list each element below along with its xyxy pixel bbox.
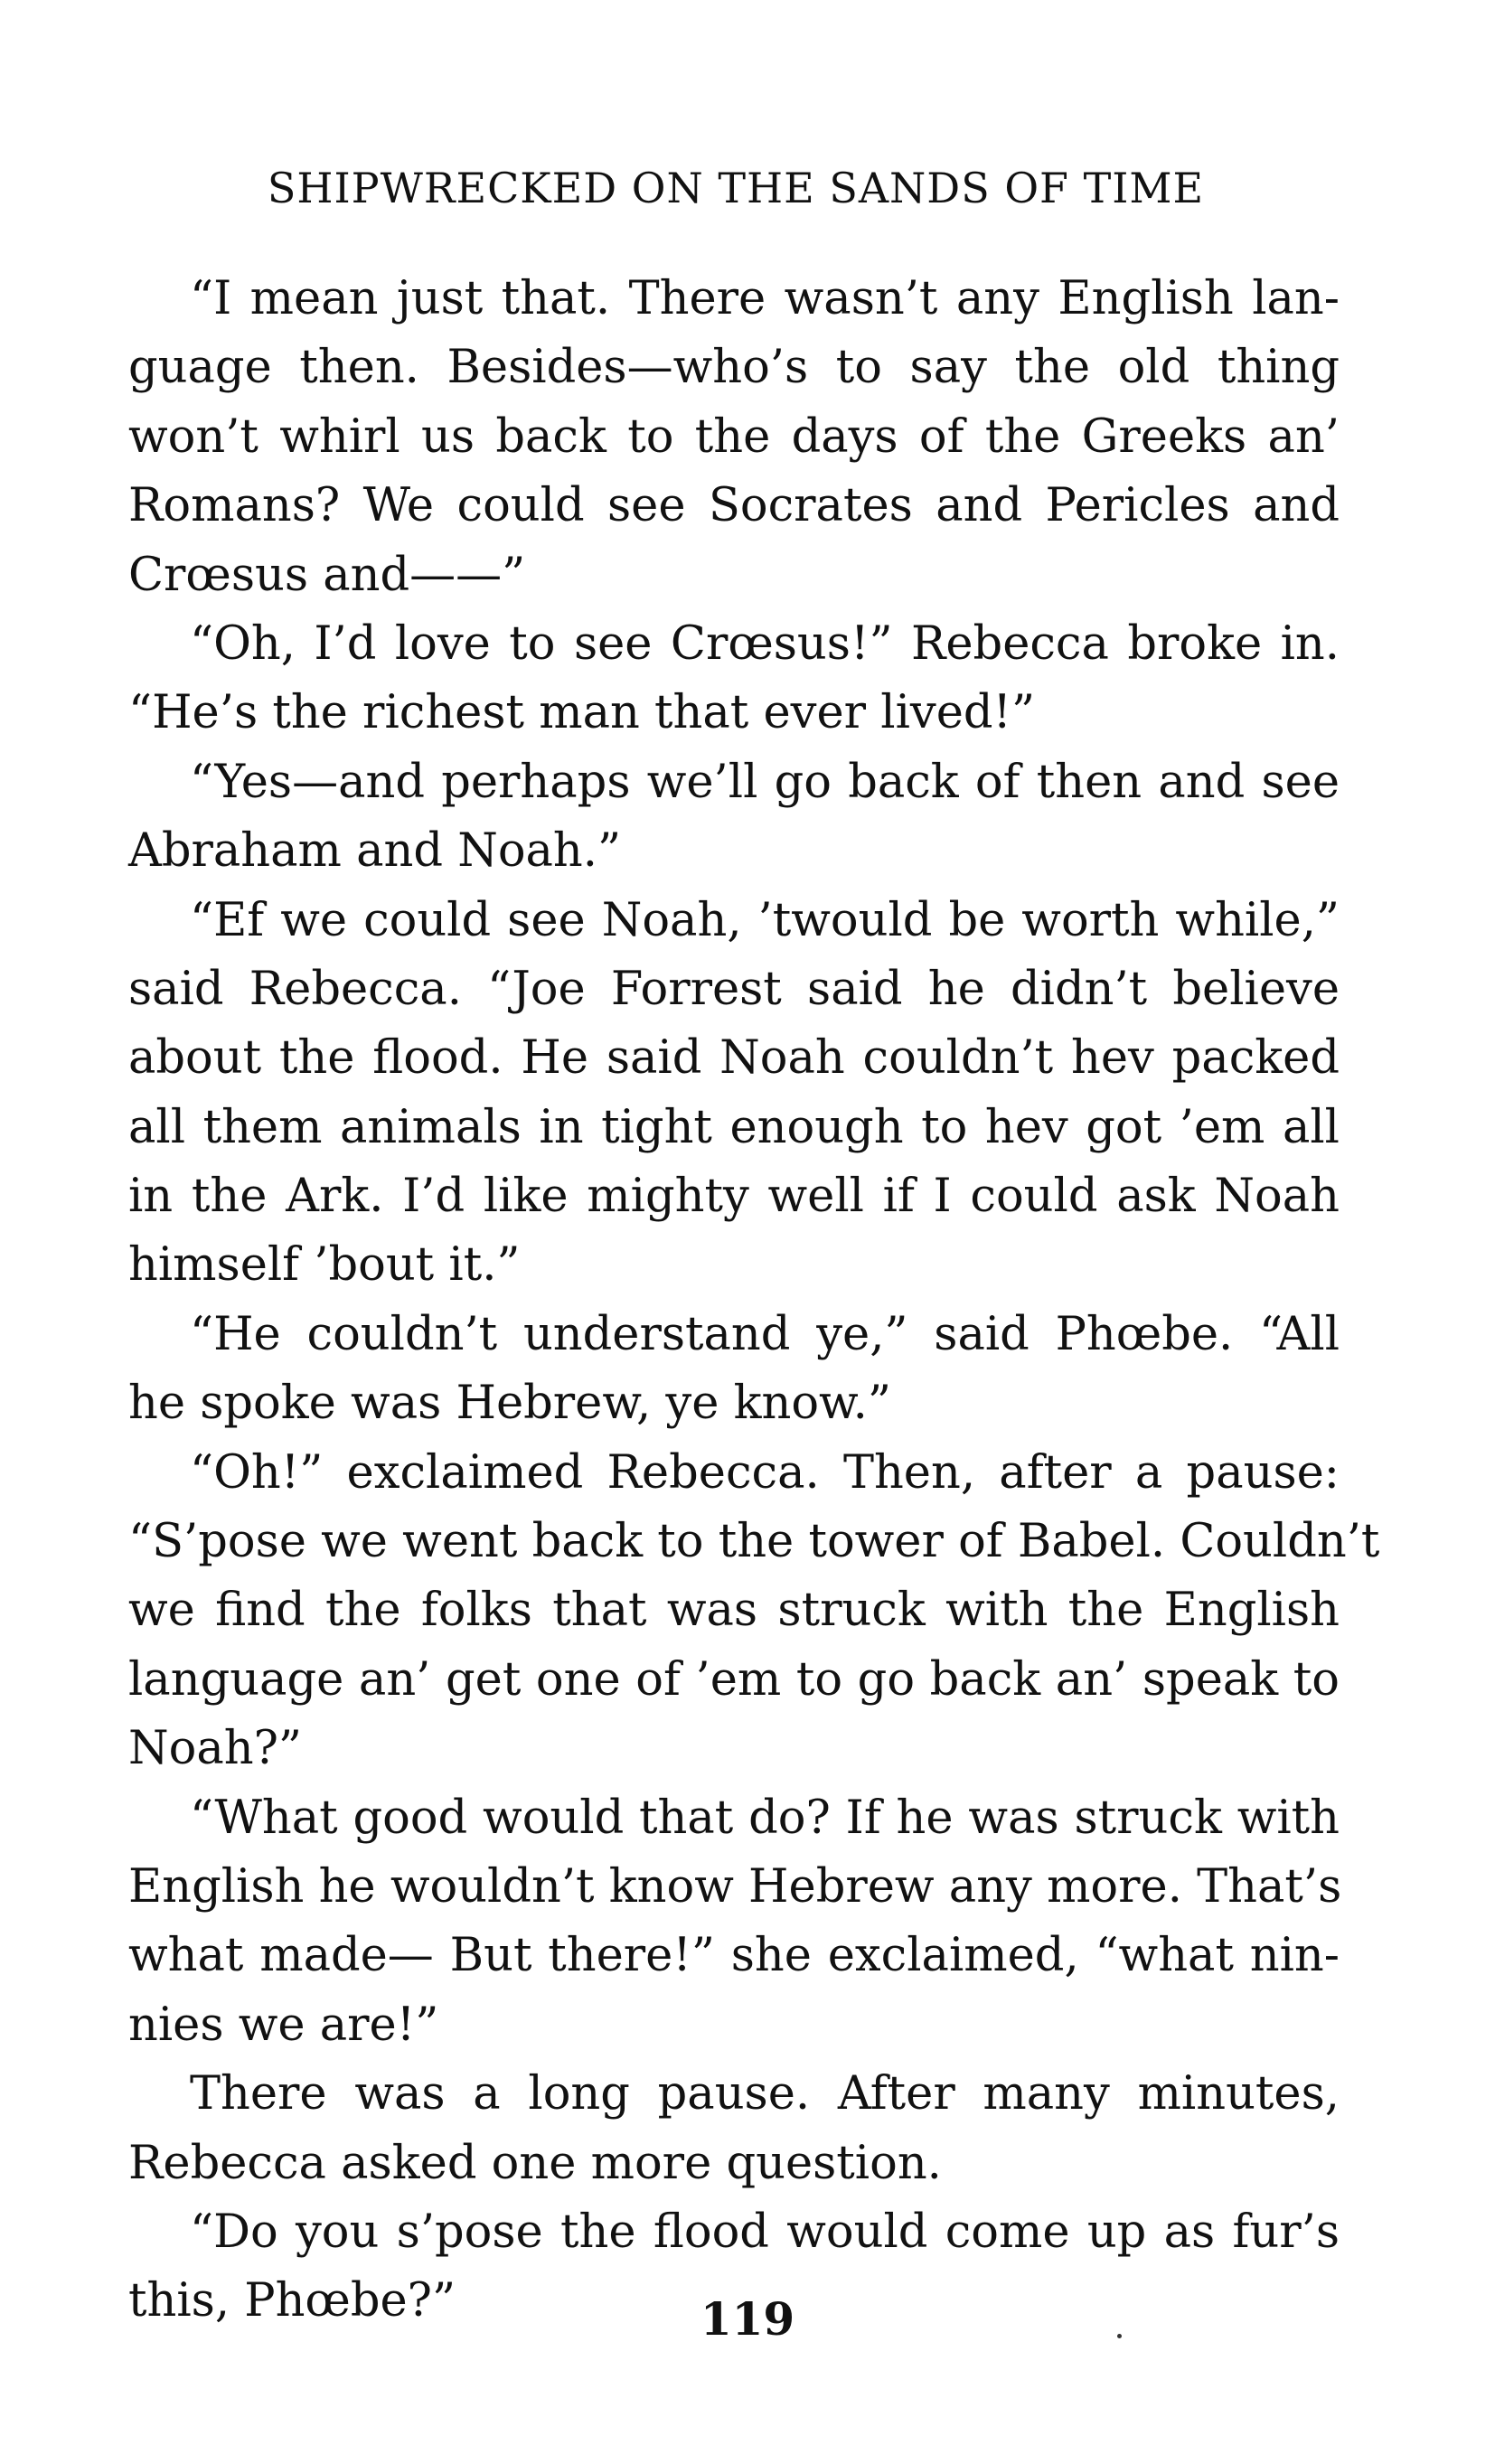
- running-head: SHIPWRECKED ON THE SANDS OF TIME: [267, 164, 1205, 212]
- text-line: this, Phœbe?”: [128, 2274, 456, 2328]
- text-line: “He’s the richest man that ever lived!”: [128, 686, 1036, 740]
- text-line: all them animals in tight enough to hev got ’em all: [128, 1100, 1340, 1154]
- text-line: himself ’bout it.”: [128, 1238, 521, 1293]
- text-line: “Oh!” exclaimed Rebecca. Then, after a pause:: [190, 1445, 1340, 1500]
- text-line: language an’ get one of ’em to go back an’ speak to: [128, 1652, 1340, 1707]
- text-line: Noah?”: [128, 1722, 302, 1776]
- text-line: what made— But there!” she exclaimed, “what nin-: [128, 1929, 1340, 1983]
- text-line: Romans? We could see Socrates and Pericles and: [128, 479, 1340, 533]
- text-line: “What good would that do? If he was struck with: [190, 1791, 1340, 1845]
- text-line: “S’pose we went back to the tower of Babel. Couldn’t: [128, 1515, 1380, 1569]
- text-line: “Ef we could see Noah, ’twould be worth while,”: [190, 893, 1340, 947]
- text-line: we find the folks that was struck with the English: [128, 1584, 1340, 1638]
- text-line: “Do you s’pose the flood would come up as fur’s: [190, 2205, 1340, 2259]
- text-line: Abraham and Noah.”: [128, 824, 622, 879]
- text-line: nies we are!”: [128, 1998, 439, 2052]
- text-line: said Rebecca. “Joe Forrest said he didn’t believe: [128, 962, 1340, 1016]
- text-line: Crœsus and——”: [128, 548, 526, 602]
- text-line: he spoke was Hebrew, ye know.”: [128, 1377, 891, 1431]
- text-line: “Oh, I’d love to see Crœsus!” Rebecca broke in.: [190, 616, 1340, 671]
- text-line: about the flood. He said Noah couldn’t hev packed: [128, 1031, 1340, 1086]
- text-line: “He couldn’t understand ye,” said Phœbe. “All: [190, 1307, 1340, 1361]
- body-text: [128, 265, 1380, 2337]
- text-line: There was a long pause. After many minutes,: [190, 2067, 1340, 2121]
- text-line: guage then. Besides—who’s to say the old thing: [128, 341, 1340, 395]
- text-line: in the Ark. I’d like mighty well if I could ask Noah: [128, 1170, 1340, 1224]
- text-line: won’t whirl us back to the days of the Greeks an’: [128, 409, 1340, 464]
- print-speck: [1117, 2334, 1122, 2338]
- text-line: English he wouldn’t know Hebrew any more. That’s: [128, 1859, 1342, 1914]
- page-number: 119: [700, 2292, 795, 2346]
- text-line: “Yes—and perhaps we’ll go back of then and see: [190, 755, 1340, 809]
- text-line: “I mean just that. There wasn’t any English lan-: [190, 272, 1340, 325]
- text-line: Rebecca asked one more question.: [128, 2136, 942, 2190]
